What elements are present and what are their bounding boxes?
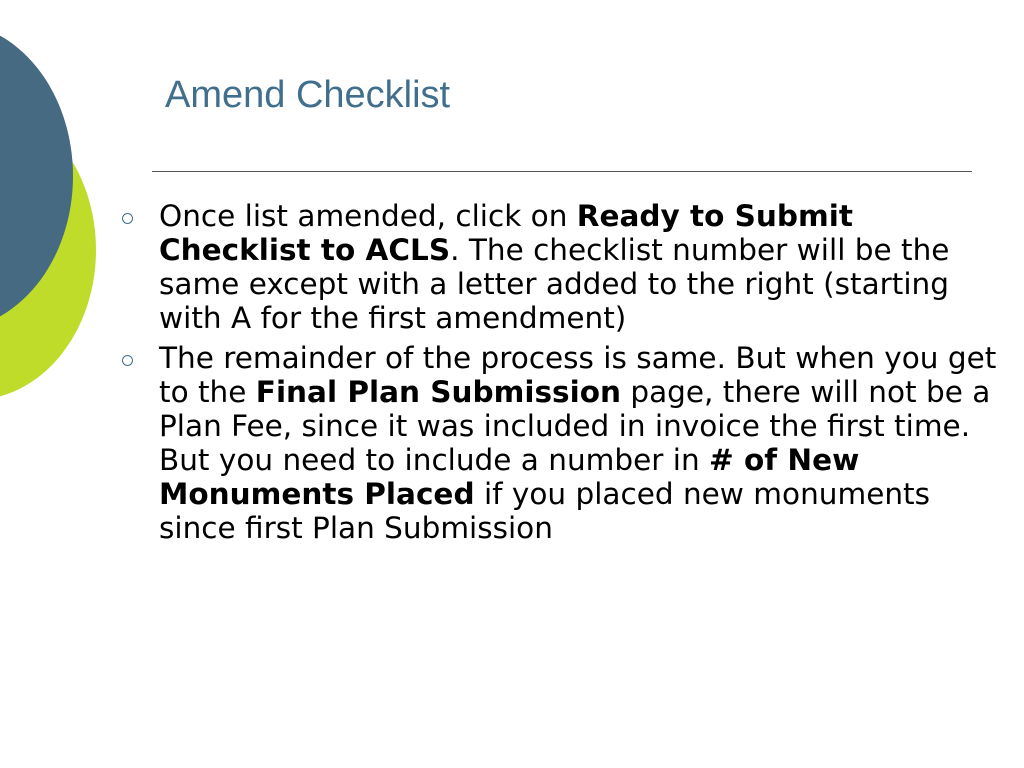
bullet-text-2 xyxy=(159,341,996,545)
bullet-text-span: page, there will not be a Plan Fee, since it was included in invoice the first time. But you need to include a number in xyxy=(159,375,991,477)
bullet-bold-span: Ready to Submit Checklist to ACLS xyxy=(159,199,853,267)
title-divider xyxy=(152,171,972,172)
bullet-item-2 xyxy=(117,341,997,545)
bullet-bold-span: Final Plan Submission xyxy=(255,375,621,409)
bullet-list xyxy=(117,199,997,551)
bullet-bold-span: # of New Monuments Placed xyxy=(159,443,860,511)
slide-title: Amend Checklist xyxy=(165,74,451,116)
bullet-text-span: Once list amended, click on xyxy=(159,199,577,233)
bullet-item-1 xyxy=(117,199,997,335)
bullet-text-span: The remainder of the process is same. But when you get to the xyxy=(159,341,997,409)
bullet-text-1 xyxy=(159,199,949,335)
hollow-circle-bullet-icon xyxy=(122,213,133,224)
bullet-text-span: if you placed new monuments since first Plan Submission xyxy=(159,477,930,545)
hollow-circle-bullet-icon xyxy=(122,355,133,366)
bullet-text-span: . The checklist number will be the same except with a letter added to the right (starting with A for the first amendment) xyxy=(159,233,950,335)
